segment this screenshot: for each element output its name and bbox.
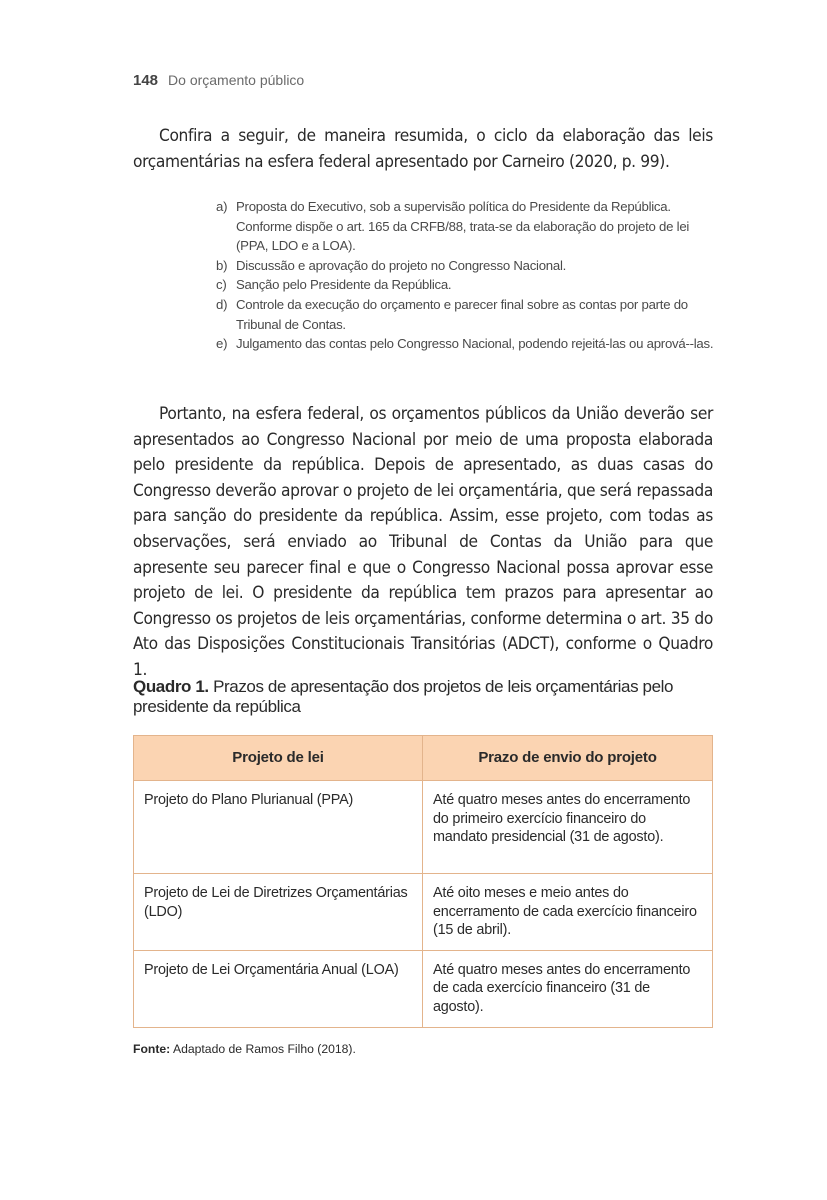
list-item (216, 256, 716, 276)
table-row (134, 874, 713, 951)
table-row (134, 781, 713, 874)
caption-label: Quadro 1. (133, 677, 209, 696)
list-item-text: Proposta do Executivo, sob a supervisão política do Presidente da República. Conforme dispõe o art. 165 da CRFB/88, trata-se da elaboração do projeto de lei (PPA, LDO e a LOA). (236, 199, 690, 254)
running-header (133, 72, 304, 89)
quote-list (216, 197, 716, 354)
table-cell: Projeto do Plano Plurianual (PPA) (134, 781, 423, 874)
deadlines-table (133, 735, 713, 1028)
source-label: Fonte: (133, 1042, 171, 1056)
list-marker: c) (216, 277, 227, 293)
table-cell: Até oito meses e meio antes do encerramento de cada exercício financeiro (15 de abril). (423, 874, 713, 951)
source-text: Adaptado de Ramos Filho (2018). (172, 1042, 356, 1056)
column-header: Projeto de lei (134, 736, 423, 781)
list-item-text: Controle da execução do orçamento e parecer final sobre as contas por parte do Tribunal de Contas. (236, 296, 688, 332)
table-header-row (134, 736, 713, 781)
intro-paragraph: Confira a seguir, de maneira resumida, o ciclo da elaboração das leis orçamentárias na esfera federal apresentado por Carneiro (2020, p. 99). (133, 126, 713, 172)
list-item-text: Discussão e aprovação do projeto no Congresso Nacional. (236, 257, 567, 273)
table-cell: Projeto de Lei de Diretrizes Orçamentárias (LDO) (134, 874, 423, 951)
table-cell: Até quatro meses antes do encerramento do primeiro exercício financeiro do mandato presidencial (31 de agosto). (423, 781, 713, 874)
caption-text: Prazos de apresentação dos projetos de leis orçamentárias pelo presidente da república (133, 677, 674, 716)
list-marker: a) (216, 199, 228, 214)
body-paragraph: Portanto, na esfera federal, os orçamentos públicos da União deverão ser apresentados ao Congresso Nacional por meio de uma proposta elaborada pelo presidente da república. Depois de apresentado, as duas casas do Congresso deverão aprovar o projeto de lei orçamentária, que será repassada para sanção do presidente da república. Assim, esse projeto, com todas as observações, será enviado ao Tribunal de Contas da União para que apresente seu parecer final e que o Congresso Nacional possa aprovar esse projeto de lei. O presidente da república tem prazos para apresentar ao Congresso os projetos de leis orçamentárias, conforme determina o art. 35 do Ato das Disposições Constitucionais Transitórias (ADCT), conforme o Quadro 1. (133, 404, 713, 680)
table-cell: Projeto de Lei Orçamentária Anual (LOA) (134, 950, 423, 1027)
list-item (216, 275, 716, 295)
page-number: 148 (133, 72, 159, 89)
list-item (216, 295, 716, 334)
table-cell: Até quatro meses antes do encerramento de cada exercício financeiro (31 de agosto). (423, 950, 713, 1027)
list-marker: d) (216, 296, 228, 312)
list-item-text: Julgamento das contas pelo Congresso Nacional, podendo rejeitá-las ou aprová--las. (236, 336, 714, 352)
list-item (216, 334, 716, 354)
table-source (133, 1042, 356, 1056)
list-marker: b) (216, 257, 228, 273)
running-title: Do orçamento público (168, 72, 305, 88)
table-row (134, 950, 713, 1027)
column-header: Prazo de envio do projeto (423, 736, 713, 781)
table-caption (133, 677, 718, 717)
list-marker: e) (216, 336, 228, 352)
list-item (216, 197, 716, 256)
list-item-text: Sanção pelo Presidente da República. (236, 277, 452, 293)
